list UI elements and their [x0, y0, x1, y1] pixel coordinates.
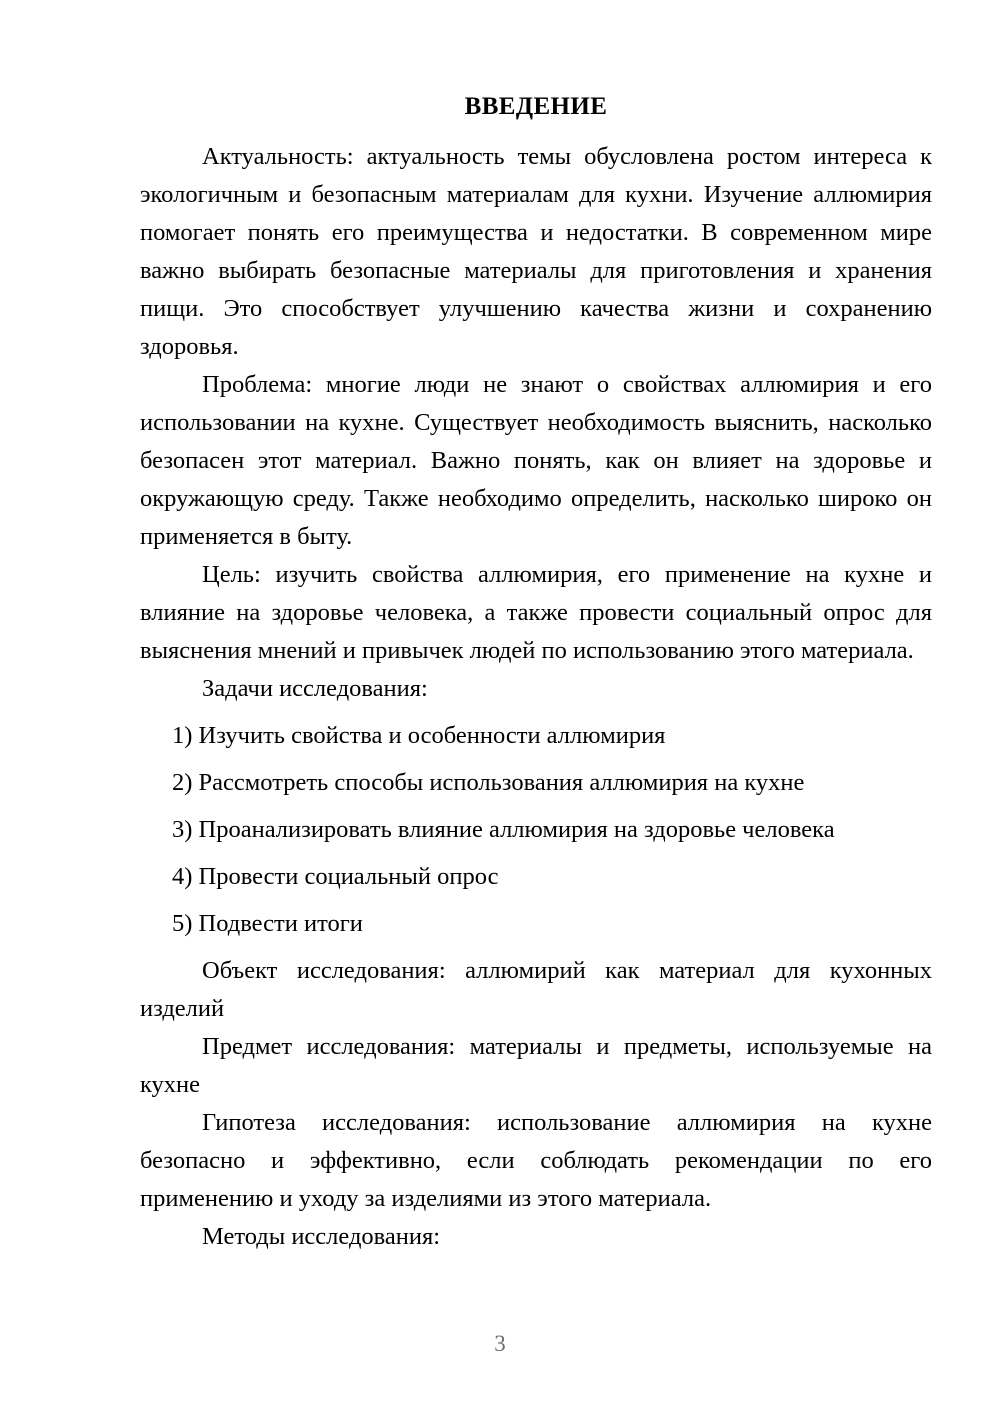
list-item: 3) Проанализировать влияние аллюмирия на здоровье человека: [172, 816, 835, 843]
paragraph-hypothesis: Гипотеза исследования: использование аллюмирия на кухне безопасно и эффективно, если соблюдать рекомендации по его применению и уходу за изделиями из этого материала.: [140, 1109, 932, 1212]
tasks-list: [140, 717, 932, 943]
paragraph-subject: Предмет исследования: материалы и предметы, используемые на кухне: [140, 1033, 932, 1098]
list-item: 4) Провести социальный опрос: [172, 863, 499, 890]
page-number: 3: [494, 1331, 506, 1356]
document-body: [140, 88, 932, 1256]
paragraph-relevance: Актуальность: актуальность темы обусловлена ростом интереса к экологичным и безопасным материалам для кухни. Изучение аллюмирия помогает понять его преимущества и недостатки. В современном мире важно выбирать безопасные материалы для приготовления и хранения пищи. Это способствует улучшению качества жизни и сохранению здоровья.: [140, 143, 932, 360]
paragraph-object: Объект исследования: аллюмирий как материал для кухонных изделий: [140, 957, 932, 1022]
paragraph-goal: Цель: изучить свойства аллюмирия, его применение на кухне и влияние на здоровье человека, а также провести социальный опрос для выяснения мнений и привычек людей по использованию этого материала.: [140, 561, 932, 664]
list-item: 1) Изучить свойства и особенности аллюмирия: [172, 722, 666, 749]
spacer: [140, 708, 932, 717]
methods-heading: Методы исследования:: [202, 1223, 441, 1250]
paragraph-problem: Проблема: многие люди не знают о свойствах аллюмирия и его использовании на кухне. Существует необходимость выяснить, насколько безопасен этот материал. Важно понять, как он влияет на здоровье и окружающую среду. Также необходимо определить, насколько широко он применяется в быту.: [140, 371, 932, 550]
list-item: 2) Рассмотреть способы использования аллюмирия на кухне: [172, 769, 805, 796]
tasks-heading: Задачи исследования:: [202, 675, 428, 702]
list-item: 5) Подвести итоги: [172, 910, 363, 937]
page-title: ВВЕДЕНИЕ: [464, 93, 608, 120]
spacer: [140, 943, 932, 952]
